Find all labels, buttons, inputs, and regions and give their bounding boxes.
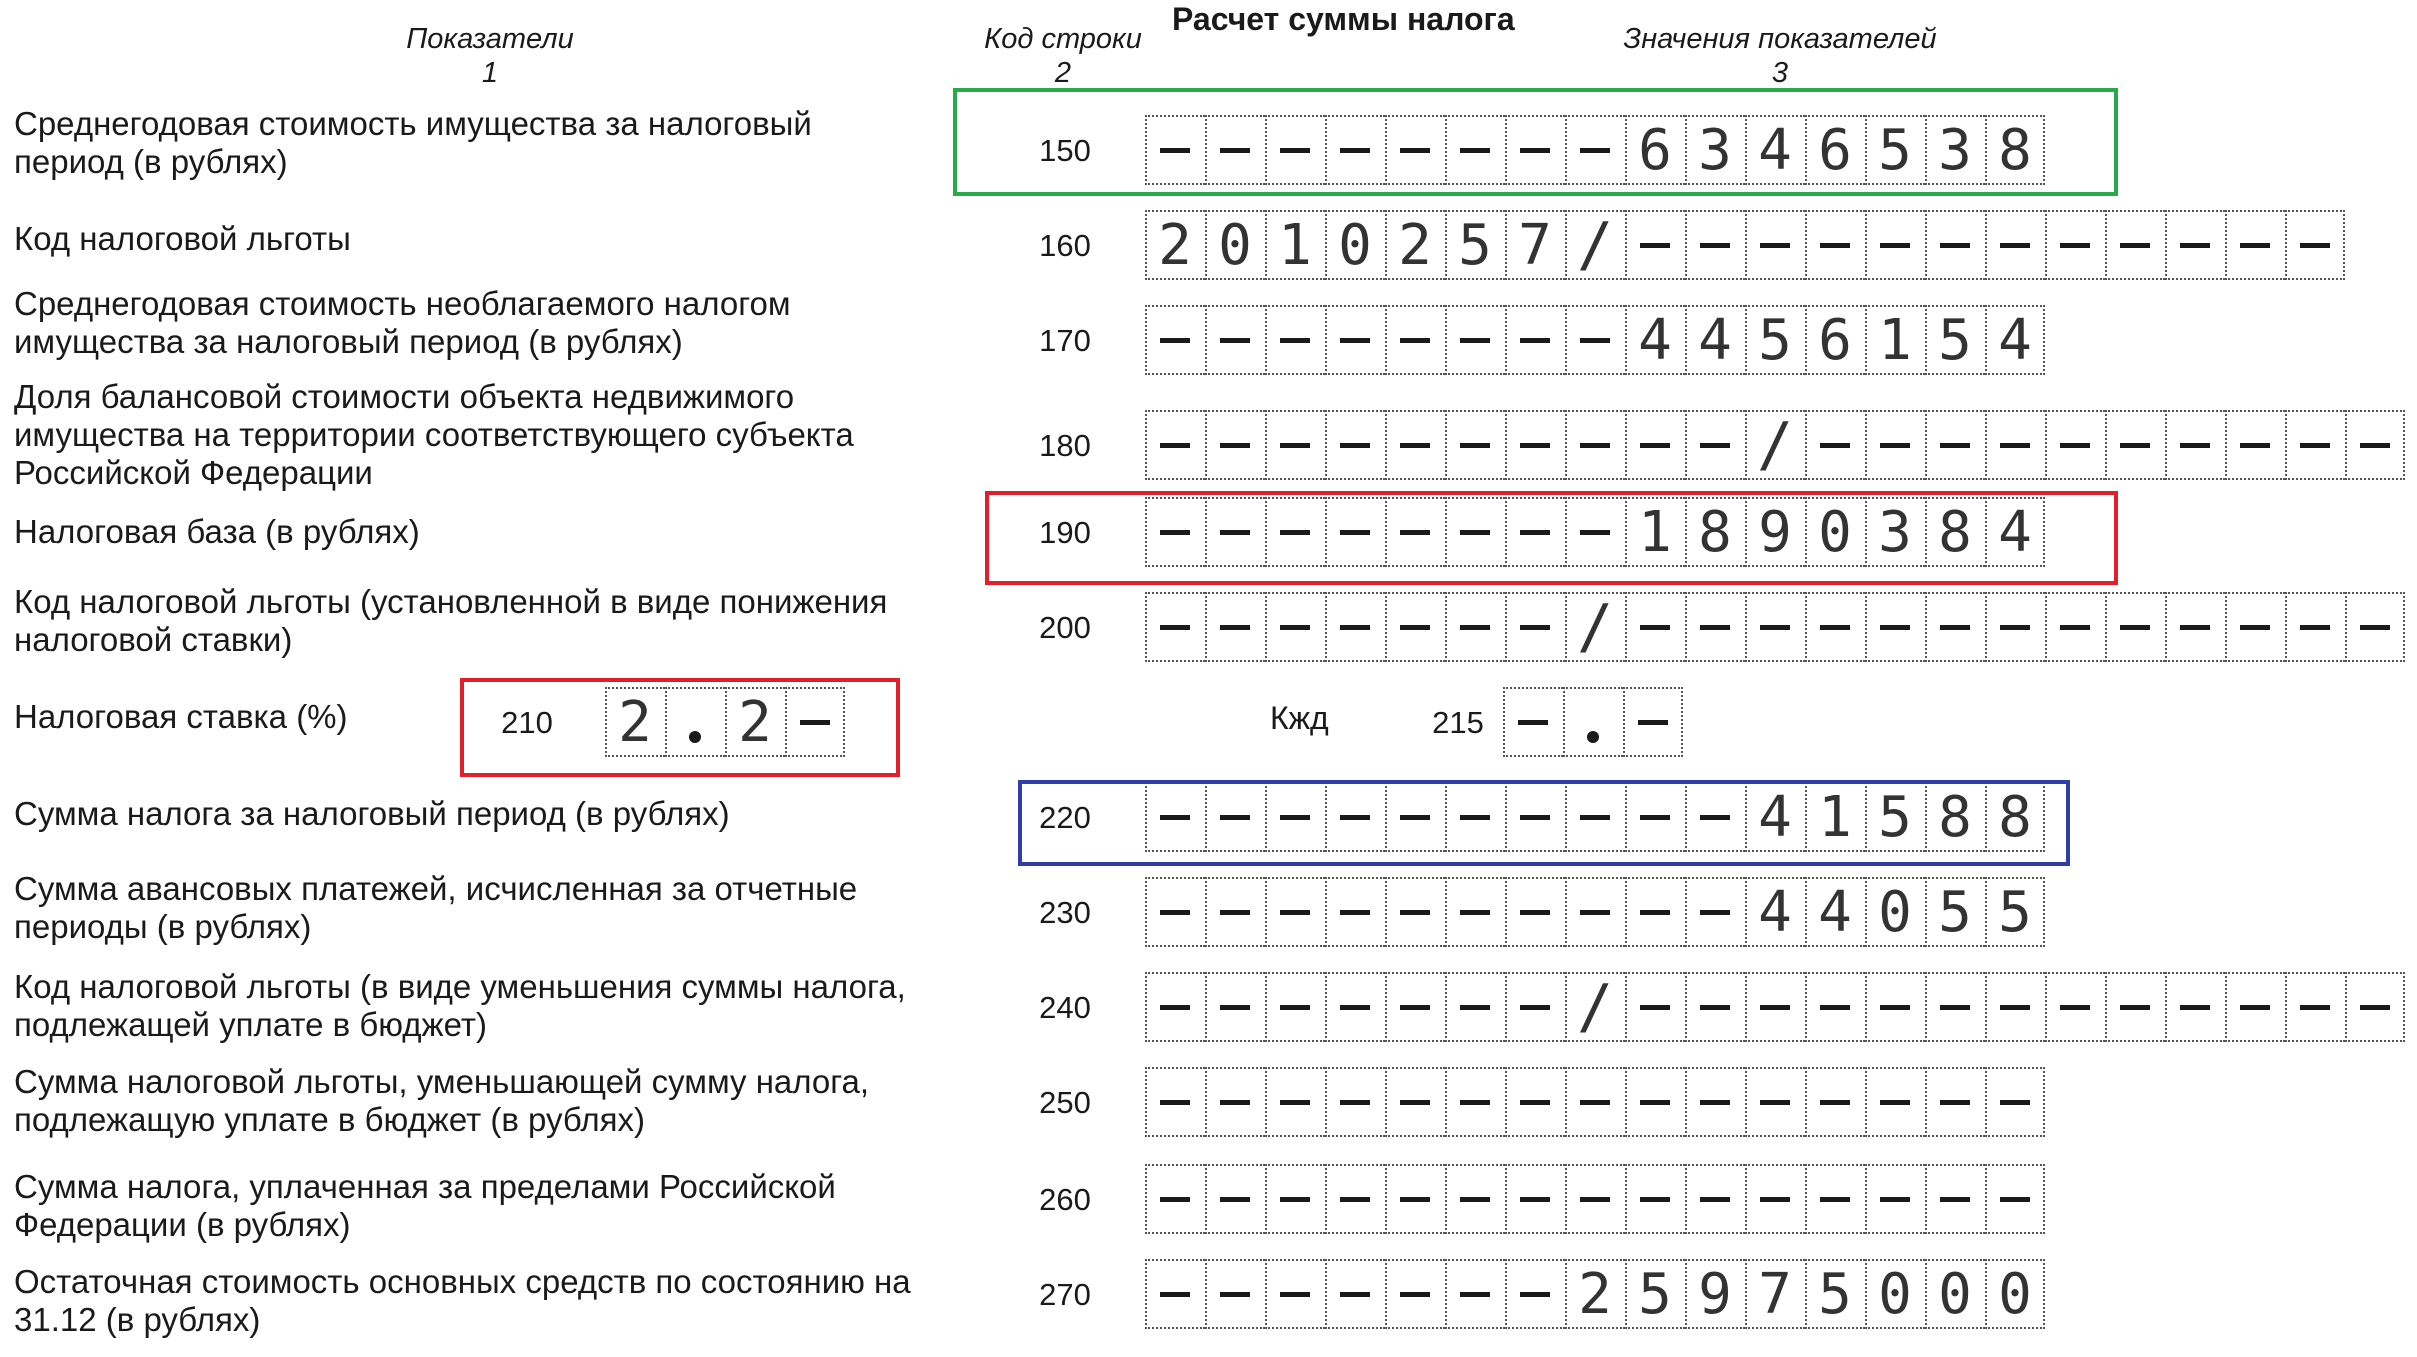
empty-cell-dash (2345, 592, 2405, 662)
row-label-200: Код налоговой льготы (установленной в виде понижения налоговой ставки) (14, 583, 888, 658)
empty-cell-dash (1325, 305, 1385, 375)
empty-cell-dash (1925, 1164, 1985, 1234)
empty-cell-dash (1685, 972, 1745, 1042)
digit-cell: 4 (1745, 782, 1805, 852)
empty-cell-dash (1625, 877, 1685, 947)
form-title: Расчет суммы налога (1172, 1, 1515, 37)
empty-cell-dash (1865, 1164, 1925, 1234)
empty-cell-dash (1745, 1067, 1805, 1137)
empty-cell-dash (1445, 410, 1505, 480)
row-label-210: Налоговая ставка (%) (14, 698, 348, 735)
separator-cell: / (1565, 592, 1625, 662)
empty-cell-dash (2105, 592, 2165, 662)
digit-cell: 4 (1685, 305, 1745, 375)
row-label-250: Сумма налоговой льготы, уменьшающей сумму налога, подлежащую уплате в бюджет (в рублях) (14, 1063, 870, 1138)
line-code-190: 190 (1039, 515, 1091, 550)
digit-cell: 1 (1265, 210, 1325, 280)
value-cells-200 (1145, 592, 2405, 662)
empty-cell-dash (1805, 210, 1865, 280)
empty-cell-dash (1205, 592, 1265, 662)
digit-cell: 8 (1985, 782, 2045, 852)
empty-cell-dash (1985, 210, 2045, 280)
line-code-160: 160 (1039, 228, 1091, 263)
empty-cell-dash (1685, 592, 1745, 662)
empty-cell-dash (1325, 592, 1385, 662)
empty-cell-dash (1925, 1067, 1985, 1137)
empty-cell-dash (1565, 305, 1625, 375)
line-code-240: 240 (1039, 990, 1091, 1025)
empty-cell-dash (1505, 972, 1565, 1042)
empty-cell-dash (1985, 1067, 2045, 1137)
empty-cell-dash (2225, 210, 2285, 280)
digit-cell: 0 (1805, 497, 1865, 567)
line-code-230: 230 (1039, 895, 1091, 930)
line-code-210: 210 (501, 705, 553, 740)
empty-cell-dash (2105, 210, 2165, 280)
line-code-270: 270 (1039, 1277, 1091, 1312)
digit-cell: 2 (1145, 210, 1205, 280)
empty-cell-dash (1925, 210, 1985, 280)
empty-cell-dash (2225, 972, 2285, 1042)
empty-cell-dash (1865, 410, 1925, 480)
empty-cell-dash (1265, 877, 1325, 947)
empty-cell-dash (2165, 592, 2225, 662)
row-label-240: Код налоговой льготы (в виде уменьшения суммы налога, подлежащей уплате в бюджет) (14, 968, 906, 1043)
digit-cell: 4 (1625, 305, 1685, 375)
empty-cell-dash (1385, 1164, 1445, 1234)
empty-cell-dash (1925, 972, 1985, 1042)
empty-cell-dash (1265, 1259, 1325, 1329)
empty-cell-dash (1505, 592, 1565, 662)
digit-cell: 2 (1565, 1259, 1625, 1329)
empty-cell-dash (2225, 410, 2285, 480)
digit-cell: 5 (1745, 305, 1805, 375)
digit-cell: 3 (1865, 497, 1925, 567)
digit-cell: 0 (1865, 1259, 1925, 1329)
line-code-260: 260 (1039, 1182, 1091, 1217)
empty-cell-dash (1265, 972, 1325, 1042)
empty-cell-dash (1865, 210, 1925, 280)
decimal-point-cell (1563, 687, 1623, 757)
empty-cell-dash (2225, 592, 2285, 662)
column-header-values: Значения показателей 3 (1623, 23, 1937, 89)
digit-cell: 9 (1685, 1259, 1745, 1329)
line-code-170: 170 (1039, 323, 1091, 358)
line-code-150: 150 (1039, 133, 1091, 168)
empty-cell-dash (1685, 210, 1745, 280)
empty-cell-dash (1445, 305, 1505, 375)
empty-cell-dash (1625, 210, 1685, 280)
digit-cell: 0 (1205, 210, 1265, 280)
empty-cell-dash (1445, 972, 1505, 1042)
empty-cell-dash (1205, 972, 1265, 1042)
row-label-170: Среднегодовая стоимость необлагаемого налогом имущества за налоговый период (в рублях) (14, 285, 791, 360)
digit-cell: 5 (1865, 115, 1925, 185)
digit-cell: 2 (1385, 210, 1445, 280)
value-cells-250 (1145, 1067, 2045, 1137)
digit-cell: 3 (1685, 115, 1745, 185)
empty-cell-dash (2285, 972, 2345, 1042)
highlight-box-220 (1018, 780, 2070, 866)
empty-cell-dash (1505, 877, 1565, 947)
empty-cell-dash (1205, 1164, 1265, 1234)
empty-cell-dash (1625, 410, 1685, 480)
empty-cell-dash (1985, 972, 2045, 1042)
digit-cell: 0 (1985, 1259, 2045, 1329)
empty-cell-dash (1865, 972, 1925, 1042)
empty-cell-dash (1145, 410, 1205, 480)
empty-cell-dash (1325, 1259, 1385, 1329)
line-code-250: 250 (1039, 1085, 1091, 1120)
empty-cell-dash (1865, 1067, 1925, 1137)
empty-cell-dash (1325, 1164, 1385, 1234)
empty-cell-dash (1685, 877, 1745, 947)
line-code-180: 180 (1039, 428, 1091, 463)
empty-cell-dash (1145, 305, 1205, 375)
empty-cell-dash (1385, 877, 1445, 947)
empty-cell-dash (2165, 210, 2225, 280)
empty-cell-dash (1865, 592, 1925, 662)
digit-cell: 2 (605, 687, 665, 757)
digit-cell: 8 (1925, 782, 1985, 852)
empty-cell-dash (1145, 592, 1205, 662)
empty-cell-dash (1985, 1164, 2045, 1234)
digit-cell: 6 (1625, 115, 1685, 185)
empty-cell-dash (1205, 877, 1265, 947)
digit-cell: 4 (1985, 497, 2045, 567)
empty-cell-dash (2105, 410, 2165, 480)
digit-cell: 5 (1625, 1259, 1685, 1329)
digit-cell: 7 (1505, 210, 1565, 280)
empty-cell-dash (1745, 210, 1805, 280)
value-cells-170 (1145, 305, 2045, 375)
empty-cell-dash (1745, 1164, 1805, 1234)
empty-cell-dash (1145, 877, 1205, 947)
digit-cell: 3 (1925, 115, 1985, 185)
digit-cell: 1 (1625, 497, 1685, 567)
digit-cell: 6 (1805, 305, 1865, 375)
empty-cell-dash (2285, 592, 2345, 662)
kzhd-label: Кжд (1270, 700, 1329, 736)
empty-cell-dash (2105, 972, 2165, 1042)
digit-cell: 4 (1985, 305, 2045, 375)
row-label-220: Сумма налога за налоговый период (в рублях) (14, 795, 730, 832)
empty-cell-dash (1745, 972, 1805, 1042)
empty-cell-dash (1205, 1259, 1265, 1329)
empty-cell-dash (1145, 1259, 1205, 1329)
empty-cell-dash (1325, 1067, 1385, 1137)
row-label-230: Сумма авансовых платежей, исчисленная за отчетные периоды (в рублях) (14, 870, 858, 945)
empty-cell-dash (1565, 410, 1625, 480)
empty-cell-dash (1745, 592, 1805, 662)
digit-cell: 0 (1865, 877, 1925, 947)
empty-cell-dash (1445, 592, 1505, 662)
empty-cell-dash (1685, 1164, 1745, 1234)
value-cells-260 (1145, 1164, 2045, 1234)
digit-cell: 7 (1745, 1259, 1805, 1329)
empty-cell-dash (1205, 305, 1265, 375)
empty-cell-dash (1503, 687, 1563, 757)
empty-cell-dash (1505, 305, 1565, 375)
value-cells-180 (1145, 410, 2405, 480)
empty-cell-dash (1325, 410, 1385, 480)
empty-cell-dash (2165, 410, 2225, 480)
separator-cell: / (1745, 410, 1805, 480)
digit-cell: 6 (1805, 115, 1865, 185)
digit-cell: 5 (1925, 877, 1985, 947)
empty-cell-dash (1805, 592, 1865, 662)
empty-cell-dash (1805, 972, 1865, 1042)
empty-cell-dash (2345, 410, 2405, 480)
empty-cell-dash (1565, 877, 1625, 947)
empty-cell-dash (1805, 410, 1865, 480)
empty-cell-dash (1385, 305, 1445, 375)
empty-cell-dash (1145, 972, 1205, 1042)
empty-cell-dash (1805, 1067, 1865, 1137)
empty-cell-dash (1625, 1067, 1685, 1137)
empty-cell-dash (1925, 592, 1985, 662)
empty-cell-dash (1565, 1164, 1625, 1234)
empty-cell-dash (2345, 972, 2405, 1042)
highlight-box-150 (953, 88, 2118, 196)
empty-cell-dash (1265, 1164, 1325, 1234)
empty-cell-dash (1505, 410, 1565, 480)
empty-cell-dash (1625, 1164, 1685, 1234)
empty-cell-dash (2045, 592, 2105, 662)
digit-cell: 2 (725, 687, 785, 757)
empty-cell-dash (1265, 305, 1325, 375)
empty-cell-dash (1565, 1067, 1625, 1137)
empty-cell-dash (1445, 1259, 1505, 1329)
line-code-220: 220 (1039, 800, 1091, 835)
digit-cell: 0 (1325, 210, 1385, 280)
empty-cell-dash (1445, 1067, 1505, 1137)
value-cells-215 (1503, 687, 1683, 757)
empty-cell-dash (1385, 1259, 1445, 1329)
row-label-190: Налоговая база (в рублях) (14, 513, 420, 550)
empty-cell-dash (1325, 877, 1385, 947)
empty-cell-dash (1265, 592, 1325, 662)
empty-cell-dash (2045, 972, 2105, 1042)
row-label-150: Среднегодовая стоимость имущества за налоговый период (в рублях) (14, 105, 812, 180)
value-cells-230 (1145, 877, 2045, 947)
row-label-180: Доля балансовой стоимости объекта недвижимого имущества на территории соответствующего субъекта Российской Федерации (14, 378, 854, 491)
empty-cell-dash (1625, 972, 1685, 1042)
column-header-indicators: Показатели 1 (406, 23, 574, 89)
empty-cell-dash (1385, 592, 1445, 662)
empty-cell-dash (1505, 1259, 1565, 1329)
digit-cell: 0 (1925, 1259, 1985, 1329)
digit-cell: 4 (1745, 877, 1805, 947)
empty-cell-dash (1685, 1067, 1745, 1137)
separator-cell: / (1565, 210, 1625, 280)
empty-cell-dash (1623, 687, 1683, 757)
value-cells-240 (1145, 972, 2405, 1042)
digit-cell: 1 (1805, 782, 1865, 852)
empty-cell-dash (1625, 592, 1685, 662)
empty-cell-dash (1985, 592, 2045, 662)
empty-cell-dash (1145, 1067, 1205, 1137)
highlight-box-210 (460, 678, 900, 777)
digit-cell: 5 (1805, 1259, 1865, 1329)
empty-cell-dash (1445, 1164, 1505, 1234)
empty-cell-dash (1205, 410, 1265, 480)
separator-cell: / (1565, 972, 1625, 1042)
digit-cell: 4 (1805, 877, 1865, 947)
empty-cell-dash (1505, 1067, 1565, 1137)
empty-cell-dash (1685, 410, 1745, 480)
empty-cell-dash (1385, 1067, 1445, 1137)
empty-cell-dash (1265, 410, 1325, 480)
empty-cell-dash (1505, 1164, 1565, 1234)
row-label-270: Остаточная стоимость основных средств по состоянию на 31.12 (в рублях) (14, 1263, 911, 1338)
digit-cell: 9 (1745, 497, 1805, 567)
empty-cell-dash (1265, 1067, 1325, 1137)
highlight-box-190 (985, 491, 2118, 585)
column-header-line-code: Код строки 2 (984, 23, 1142, 89)
digit-cell: 8 (1685, 497, 1745, 567)
row-label-160: Код налоговой льготы (14, 220, 351, 257)
digit-cell: 5 (1985, 877, 2045, 947)
empty-cell-dash (1145, 1164, 1205, 1234)
empty-cell-dash (1325, 972, 1385, 1042)
value-cells-160 (1145, 210, 2345, 280)
digit-cell: 5 (1865, 782, 1925, 852)
digit-cell: 5 (1445, 210, 1505, 280)
digit-cell: 1 (1865, 305, 1925, 375)
empty-cell-dash (1205, 1067, 1265, 1137)
digit-cell: 4 (1745, 115, 1805, 185)
empty-cell-dash (1445, 877, 1505, 947)
empty-cell-dash (1985, 410, 2045, 480)
empty-cell-dash (2045, 410, 2105, 480)
empty-cell-dash (2285, 410, 2345, 480)
empty-cell-dash (2045, 210, 2105, 280)
empty-cell-dash (2285, 210, 2345, 280)
digit-cell: 5 (1925, 305, 1985, 375)
row-label-260: Сумма налога, уплаченная за пределами Российской Федерации (в рублях) (14, 1168, 836, 1243)
digit-cell: 8 (1925, 497, 1985, 567)
digit-cell: 8 (1985, 115, 2045, 185)
value-cells-270 (1145, 1259, 2045, 1329)
empty-cell-dash (1925, 410, 1985, 480)
line-code-215: 215 (1432, 705, 1484, 740)
empty-cell-dash (2165, 972, 2225, 1042)
line-code-200: 200 (1039, 610, 1091, 645)
empty-cell-dash (1385, 972, 1445, 1042)
empty-cell-dash (1385, 410, 1445, 480)
empty-cell-dash (1805, 1164, 1865, 1234)
